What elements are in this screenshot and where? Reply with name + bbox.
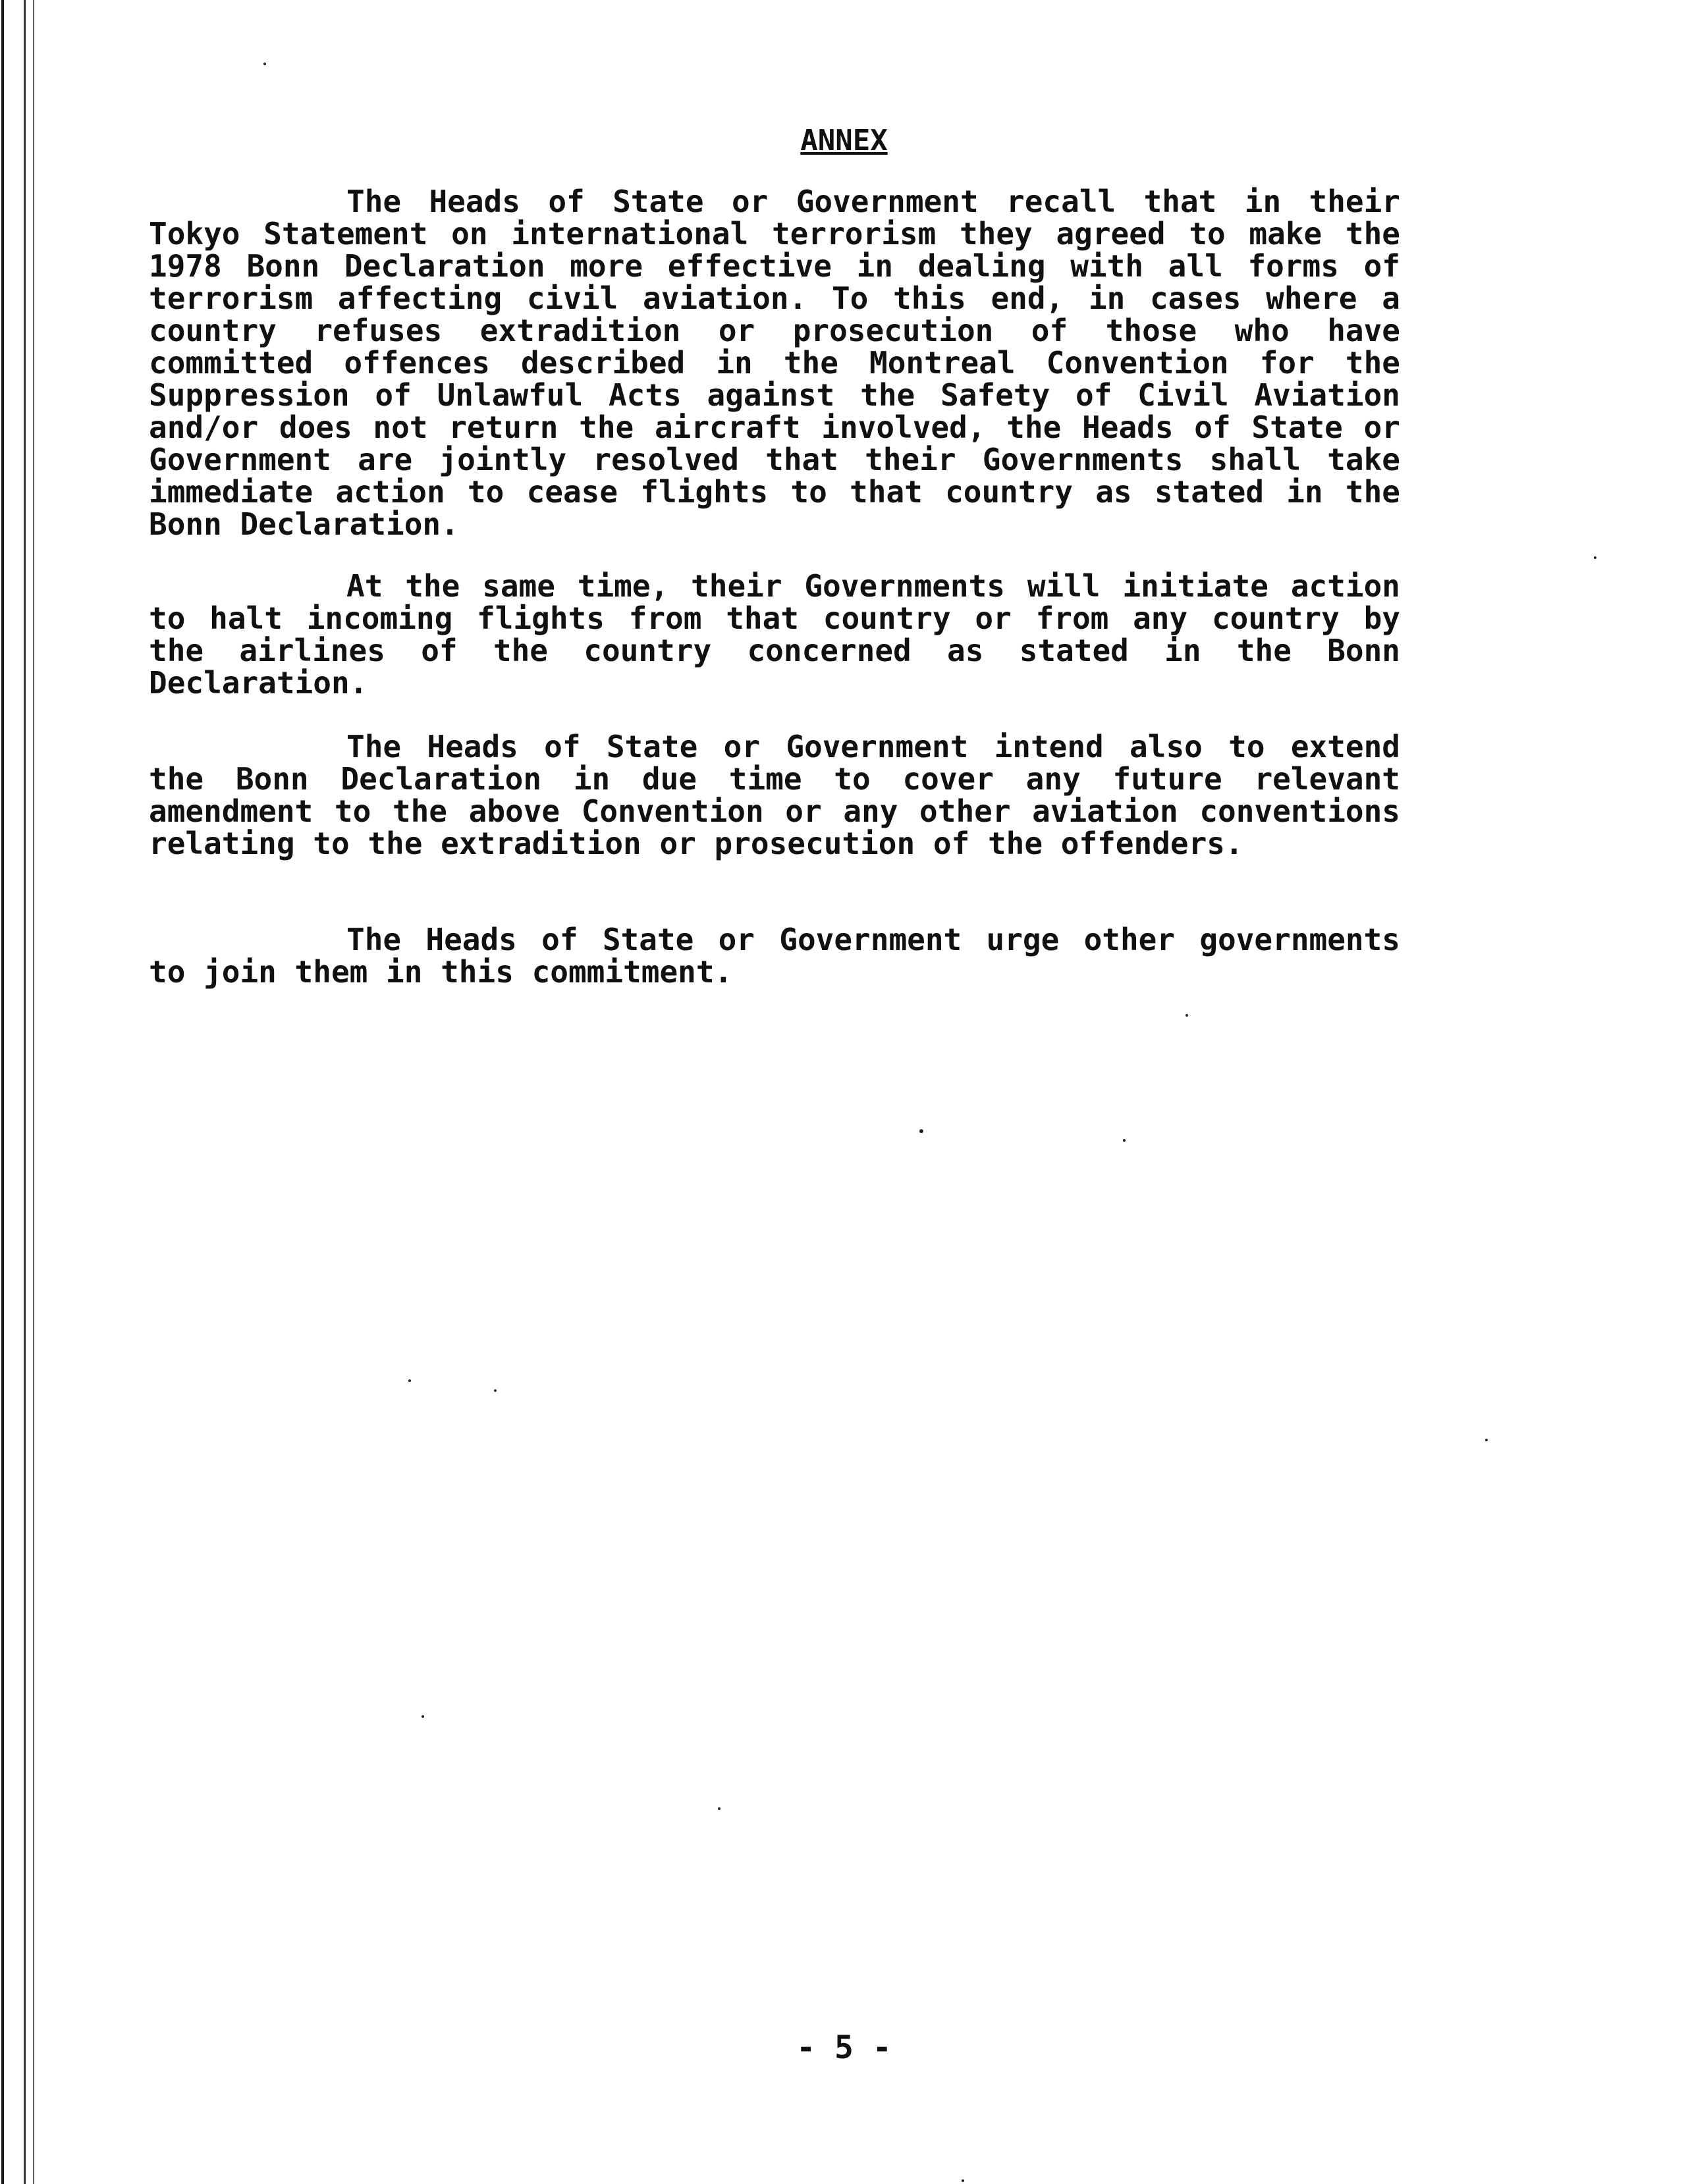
scan-speck (1594, 556, 1596, 559)
scan-edge-line (33, 0, 34, 2184)
document-title: ANNEX (800, 124, 888, 157)
scan-speck (1123, 1139, 1126, 1142)
scan-edge-line (1, 0, 4, 2184)
paragraph-4: The Heads of State or Government urge other governments to join them in this commitment. (149, 922, 1400, 990)
paragraph-3: The Heads of State or Government intend also to extend the Bonn Declaration in due time to cover any future relevant amendment to the above Convention or any other aviation conventions relating to the extradition or prosecution of the offenders. (149, 729, 1400, 861)
scan-speck (263, 63, 266, 65)
paragraph-2: At the same time, their Governments will initiate action to halt incoming flights from that country or from any country by the airlines of the country concerned as stated in the Bonn Declaration. (149, 568, 1400, 701)
page-number: - 5 - (796, 2029, 892, 2066)
scan-speck (1185, 1014, 1188, 1017)
scan-speck (422, 1715, 424, 1718)
scan-speck (718, 1807, 721, 1810)
scan-speck (408, 1379, 411, 1382)
scan-speck (1485, 1439, 1488, 1441)
scan-speck (919, 1129, 923, 1133)
scan-speck (494, 1389, 497, 1392)
scan-speck (962, 2179, 964, 2182)
paragraph-1: The Heads of State or Government recall that in their Tokyo Statement on international terrorism they agreed to make the 1978 Bonn Declaration more effective in dealing with all forms of terrorism affecting civil aviation. To this end, in cases where a country refuses extradition or prosecution of those who have committed offences described in the Montreal Convention for the Suppression of Unlawful Acts against the Safety of Civil Aviation and/or does not return the aircraft involved, the Heads of State or Government are jointly resolved that their Governments shall take immediate action to cease flights to that country as stated in the Bonn Declaration. (149, 184, 1400, 542)
scan-edge-line (24, 0, 26, 2184)
